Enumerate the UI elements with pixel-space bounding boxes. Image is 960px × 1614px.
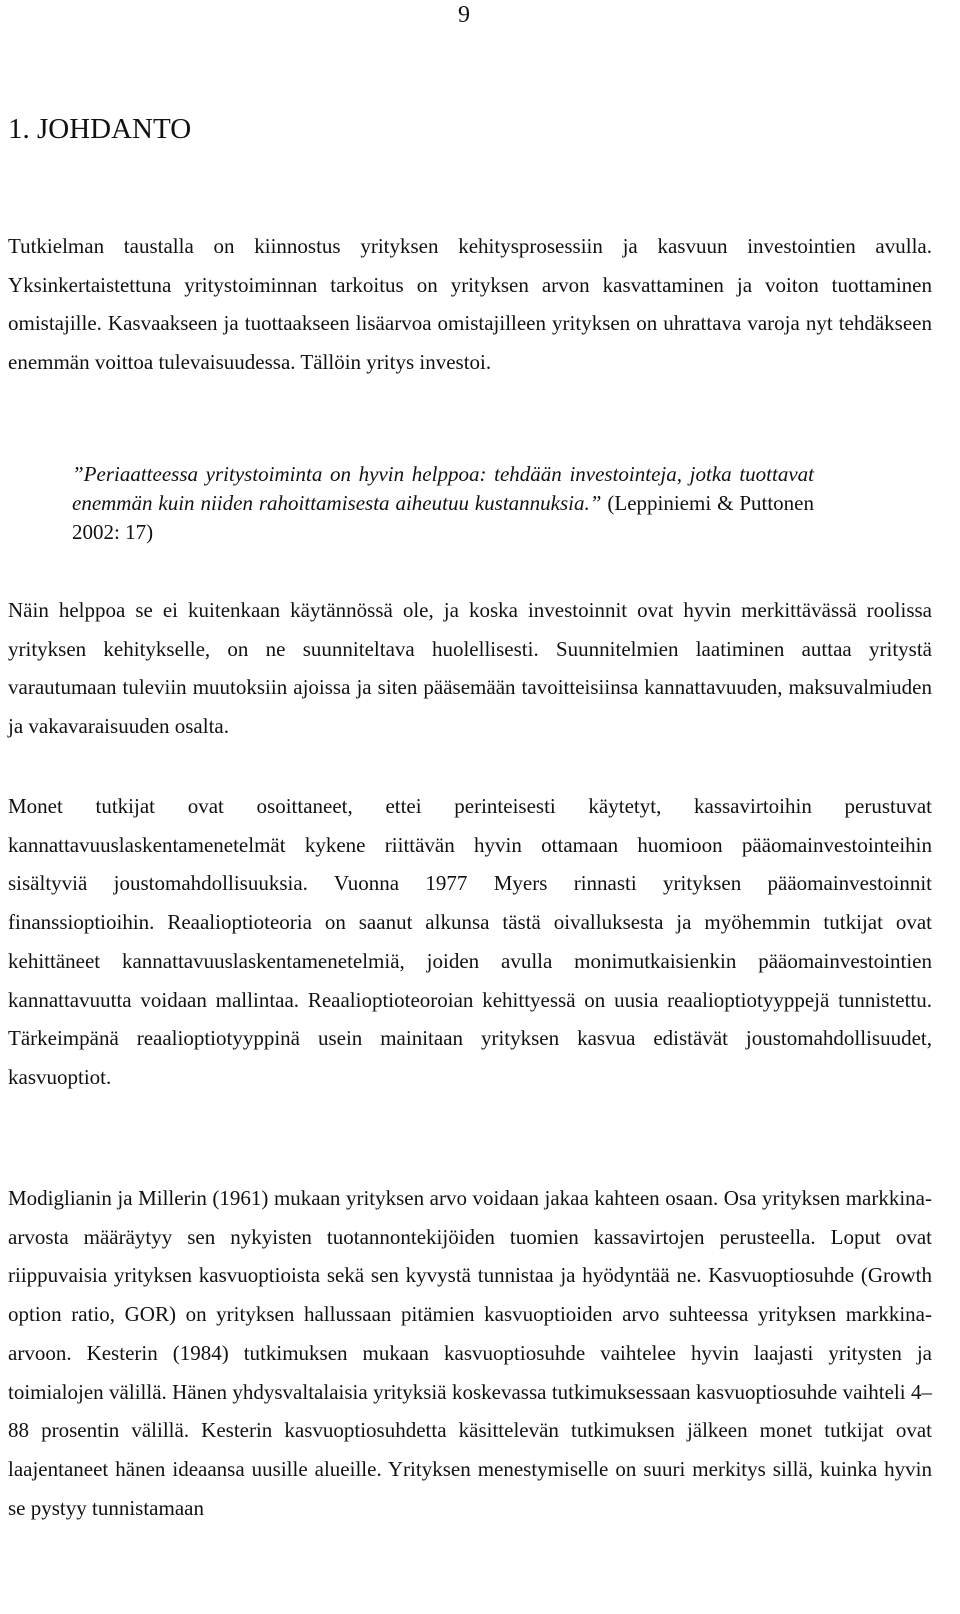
block-quote — [72, 460, 814, 547]
page-number: 9 — [458, 2, 470, 28]
paragraph-4: Modiglianin ja Millerin (1961) mukaan yrityksen arvo voidaan jakaa kahteen osaan. Osa yrityksen markkina-arvosta määräytyy sen nykyisten tuotannontekijöiden tuomien kassavirtojen perusteella. Loput ovat riippuvaisia yrityksen kasvuoptioista sekä sen kyvystä tunnistaa ja hyödyntää ne. Kasvuoptiosuhde (Growth option ratio, GOR) on yrityksen hallussaan pitämien kasvuoptioiden arvo suhteessa yrityksen markkina-arvoon. Kesterin (1984) tutkimuksen mukaan kasvuoptiosuhde vaihtelee hyvin laajasti yritysten ja toimialojen välillä. Hänen yhdysvaltalaisia yrityksiä koskevassa tutkimuksessaan kasvuoptiosuhde vaihteli 4–88 prosentin välillä. Kesterin kasvuoptiosuhdetta käsittelevän tutkimuksen jälkeen monet tutkijat ovat laajentaneet hänen ideaansa uusille alueille. Yrityksen menestymiselle on suuri merkitys sillä, kuinka hyvin se pystyy tunnistamaan — [8, 1186, 932, 1520]
quote-text: ”Periaatteessa yritystoiminta on hyvin helppoa: tehdään investointeja, jotka tuottavat enemmän kuin niiden rahoittamisesta aiheutuu kustannuksia.” — [72, 462, 814, 515]
chapter-heading: 1. JOHDANTO — [8, 113, 192, 145]
paragraph-2: Näin helppoa se ei kuitenkaan käytännössä ole, ja koska investoinnit ovat hyvin merkittävässä roolissa yrityksen kehitykselle, on ne suunniteltava huolellisesti. Suunnitelmien laatiminen auttaa yritystä varautumaan tuleviin muutoksiin ajoissa ja siten pääsemään tavoitteisiinsa kannattavuuden, maksuvalmiuden ja vakavaraisuuden osalta. — [8, 598, 932, 739]
paragraph-3: Monet tutkijat ovat osoittaneet, ettei perinteisesti käytetyt, kassavirtoihin perustuvat kannattavuuslaskentamenetelmät kykene riittävän hyvin ottamaan huomioon pääomainvestointeihin sisältyviä joustomahdollisuuksia. Vuonna 1977 Myers rinnasti yrityksen pääomainvestoinnit finanssioptioihin. Reaalioptioteoria on saanut alkunsa tästä oivalluksesta ja myöhemmin tutkijat ovat kehittäneet kannattavuuslaskentamenetelmiä, joiden avulla monimutkaisienkin pääomainvestointien kannattavuutta voidaan mallintaa. Reaalioptioteoroian kehittyessä on uusia reaalioptiotyyppejä tunnistettu. Tärkeimpänä reaalioptiotyyppinä usein mainitaan yrityksen kasvua edistävät joustomahdollisuudet, kasvuoptiot. — [8, 794, 932, 1089]
quote-citation: (Leppiniemi & Puttonen 2002: 17) — [72, 491, 815, 544]
paragraph-1: Tutkielman taustalla on kiinnostus yrityksen kehitysprosessiin ja kasvuun investointien avulla. Yksinkertaistettuna yritystoiminnan tarkoitus on yrityksen arvon kasvattaminen ja voiton tuottaminen omistajille. Kasvaakseen ja tuottaakseen lisäarvoa omistajilleen yrityksen on uhrattava varoja nyt tehdäkseen enemmän voittoa tulevaisuudessa. Tällöin yritys investoi. — [8, 234, 932, 375]
